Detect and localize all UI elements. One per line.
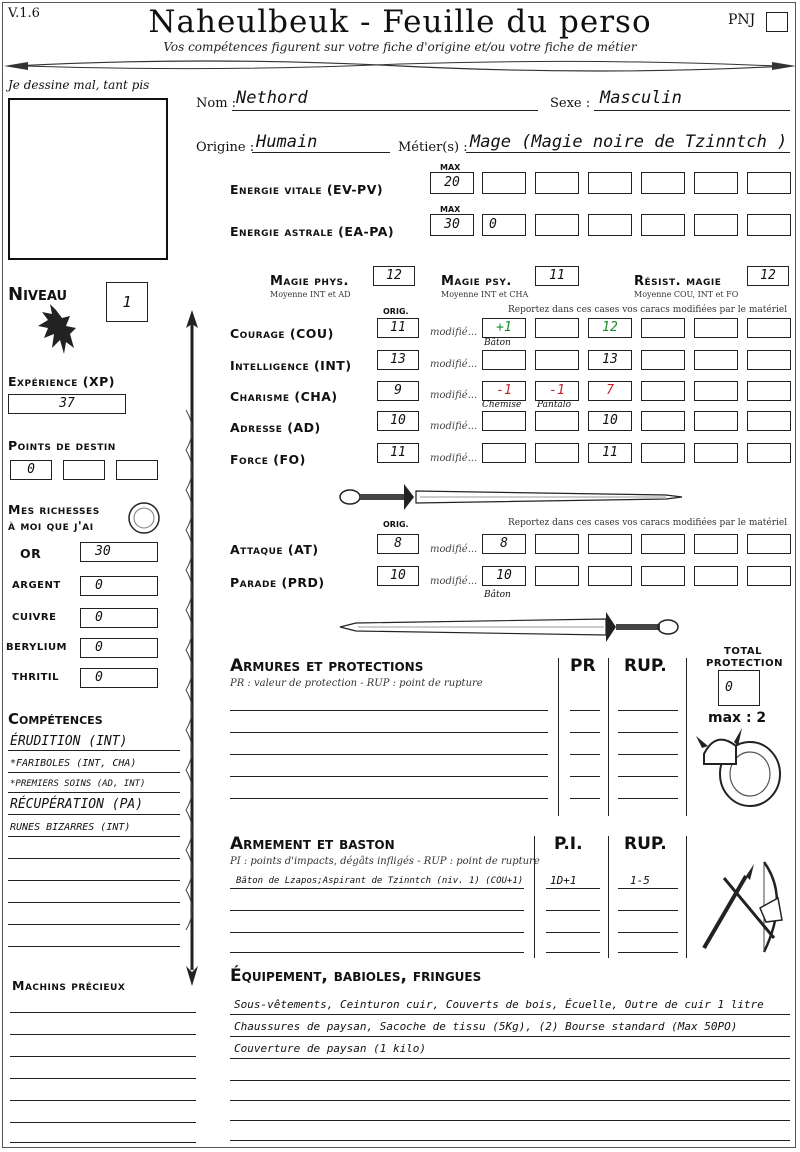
force-box-6[interactable] <box>747 443 791 463</box>
armour-line-1 <box>230 710 548 711</box>
pr-header: PR <box>570 656 596 676</box>
courage-box-6[interactable] <box>747 318 791 338</box>
nom-line <box>232 110 538 111</box>
equipment-line-7 <box>230 1140 790 1141</box>
charisme-box-4[interactable] <box>641 381 685 401</box>
attaque-box-2[interactable] <box>535 534 579 554</box>
sheet-subtitle: Vos compétences figurent sur votre fiche d'origine et/ou votre fiche de métier <box>163 40 637 54</box>
armour-rup-line-5 <box>618 798 678 799</box>
stats-report-note: Reportez dans ces cases vos caracs modifiées par le matériel <box>508 305 788 315</box>
pnj-checkbox[interactable] <box>766 12 788 32</box>
berylium-label: BERYLIUM <box>6 642 68 653</box>
attaque-modif-label: modifié... <box>430 544 478 555</box>
armour-pr-line-1 <box>570 710 600 711</box>
helmet-shield-icon <box>694 724 790 812</box>
sword-ornament-bottom <box>336 608 686 644</box>
parade-box-2[interactable] <box>535 566 579 586</box>
destin-box-3[interactable] <box>116 460 158 480</box>
sword-ornament-top <box>336 480 686 514</box>
armour-pr-line-2 <box>570 732 600 733</box>
weapon-pi-line-3 <box>546 932 600 933</box>
treasure-line-4 <box>10 1078 196 1079</box>
parade-box-3[interactable] <box>588 566 632 586</box>
armures-title: Armures et protections <box>230 656 424 676</box>
armour-divider-1 <box>558 658 559 816</box>
thritil-label: THRITIL <box>12 672 60 683</box>
armour-pr-line-3 <box>570 754 600 755</box>
magie-psy-box[interactable]: 11 <box>535 266 579 286</box>
adresse-box-1[interactable] <box>482 411 526 431</box>
version-label: V.1.6 <box>8 6 40 21</box>
force-box-5[interactable] <box>694 443 738 463</box>
parade-mod-box[interactable]: 10 <box>482 566 526 586</box>
adresse-label: Adresse (AD) <box>230 420 321 435</box>
magie-psy-label: Magie psy. <box>441 274 512 289</box>
armour-line-4 <box>230 776 548 777</box>
skill-line-2 <box>8 772 180 773</box>
intelligence-final-box[interactable]: 13 <box>588 350 632 370</box>
weapon-line-2 <box>230 910 524 911</box>
ea-box-4[interactable] <box>641 214 685 236</box>
magie-phys-label: Magie phys. <box>270 274 349 289</box>
skill-3[interactable]: *PREMIERS SOINS (AD, INT) <box>10 779 146 789</box>
skill-1[interactable]: ÉRUDITION (INT) <box>10 734 128 749</box>
charisme-label: Charisme (CHA) <box>230 389 338 404</box>
charisme-box-6[interactable] <box>747 381 791 401</box>
equipment-line-2-text[interactable]: Chaussures de paysan, Sacoche de tissu (5Kg), (2) Bourse standard (Max 50PO) <box>234 1020 738 1033</box>
adresse-box-6[interactable] <box>747 411 791 431</box>
richesses-label-1: Mes richesses <box>8 502 100 517</box>
weapon-rup-line-3 <box>618 932 678 933</box>
weapons-divider-2 <box>608 836 609 958</box>
force-orig-box[interactable]: 11 <box>377 443 419 463</box>
ev-box-3[interactable] <box>588 172 632 194</box>
weapons-divider-1 <box>534 836 535 958</box>
armour-rup-line-1 <box>618 710 678 711</box>
ea-label: Energie astrale (EA-PA) <box>230 224 395 239</box>
ev-box-2[interactable] <box>535 172 579 194</box>
equipment-line-1 <box>230 1014 790 1015</box>
combat-report-note: Reportez dans ces cases vos caracs modifiées par le matériel <box>508 518 788 528</box>
weapons-icon <box>694 858 790 958</box>
armour-rup-line-4 <box>618 776 678 777</box>
nom-label: Nom : <box>196 96 237 111</box>
equipment-line-2 <box>230 1036 790 1037</box>
courage-orig-box[interactable]: 11 <box>377 318 419 338</box>
combat-orig-label: ORIG. <box>383 520 409 529</box>
attaque-mod-box[interactable]: 8 <box>482 534 526 554</box>
equipment-line-1-text[interactable]: Sous-vêtements, Ceinturon cuir, Couverts de bois, Écuelle, Outre de cuir 1 litre <box>234 998 764 1011</box>
weapon-rup-line-4 <box>618 952 678 953</box>
treasure-line-7 <box>10 1142 196 1143</box>
skill-line-9 <box>8 924 180 925</box>
weapon-rup-line-2 <box>618 910 678 911</box>
total-label-2: PROTECTION <box>706 658 783 669</box>
cuivre-label: CUIVRE <box>12 612 57 623</box>
equipment-line-5 <box>230 1100 790 1101</box>
coin-icon <box>126 500 162 536</box>
weapon-line-4 <box>230 952 524 953</box>
force-box-2[interactable] <box>535 443 579 463</box>
equipment-line-3-text[interactable]: Couverture de paysan (1 kilo) <box>234 1042 427 1055</box>
thritil-box[interactable]: 0 <box>80 668 158 688</box>
skill-line-7 <box>8 880 180 881</box>
armour-rup-header: RUP. <box>624 656 667 676</box>
ev-box-1[interactable] <box>482 172 526 194</box>
courage-mod-box-2[interactable] <box>535 318 579 338</box>
intelligence-box-6[interactable] <box>747 350 791 370</box>
ea-current-box[interactable]: 0 <box>482 214 526 236</box>
force-label: Force (FO) <box>230 452 306 467</box>
skill-line-8 <box>8 902 180 903</box>
ea-max-box[interactable]: 30 <box>430 214 474 236</box>
total-max-label: max : 2 <box>708 710 767 726</box>
orig-label: ORIG. <box>383 307 409 316</box>
parade-box-4[interactable] <box>641 566 685 586</box>
attaque-box-3[interactable] <box>588 534 632 554</box>
ea-max-label: MAX <box>440 205 461 214</box>
equipment-line-6 <box>230 1120 790 1121</box>
skill-line-3 <box>8 792 180 793</box>
charisme-mod-box-1[interactable]: -1 <box>482 381 526 401</box>
ev-box-6[interactable] <box>747 172 791 194</box>
metier-value[interactable]: Mage (Magie noire de Tzinntch ) <box>470 132 788 152</box>
charisme-mod-box-2[interactable]: -1 <box>535 381 579 401</box>
parade-label: Parade (PRD) <box>230 575 325 590</box>
attaque-box-5[interactable] <box>694 534 738 554</box>
ev-max-box[interactable]: 20 <box>430 172 474 194</box>
argent-box[interactable]: 0 <box>80 576 158 596</box>
adresse-box-2[interactable] <box>535 411 579 431</box>
armour-rup-line-2 <box>618 732 678 733</box>
treasure-line-5 <box>10 1100 196 1101</box>
metier-line <box>466 152 790 153</box>
adresse-final-box[interactable]: 10 <box>588 411 632 431</box>
parade-box-6[interactable] <box>747 566 791 586</box>
ev-box-4[interactable] <box>641 172 685 194</box>
pi-header: P.I. <box>554 834 583 854</box>
competences-title: Compétences <box>8 710 103 728</box>
niveau-box[interactable]: 1 <box>106 282 148 322</box>
intelligence-box-4[interactable] <box>641 350 685 370</box>
resist-magie-note: Moyenne COU, INT et FO <box>634 290 739 299</box>
magie-phys-note: Moyenne INT et AD <box>270 290 351 299</box>
force-box-4[interactable] <box>641 443 685 463</box>
ornament-divider <box>4 54 796 76</box>
portrait-box[interactable] <box>8 98 168 260</box>
portrait-caption: Je dessine mal, tant pis <box>8 78 150 92</box>
adresse-box-5[interactable] <box>694 411 738 431</box>
spear-ornament <box>182 310 202 986</box>
parade-mod-source: Bâton <box>484 590 511 600</box>
charisme-box-5[interactable] <box>694 381 738 401</box>
armour-line-5 <box>230 798 548 799</box>
skill-line-6 <box>8 858 180 859</box>
sexe-value[interactable]: Masculin <box>600 88 682 108</box>
equipement-title: Équipement, babioles, fringues <box>230 966 482 986</box>
adresse-box-4[interactable] <box>641 411 685 431</box>
skill-2[interactable]: *FARIBOLES (INT, CHA) <box>10 758 137 769</box>
charisme-modif-label: modifié... <box>430 390 478 401</box>
ea-box-2[interactable] <box>535 214 579 236</box>
weapons-rup-header: RUP. <box>624 834 667 854</box>
ev-label: Energie vitale (EV-PV) <box>230 182 384 197</box>
metier-label: Métier(s) : <box>398 140 468 155</box>
equipment-line-4 <box>230 1080 790 1081</box>
courage-box-5[interactable] <box>694 318 738 338</box>
armour-pr-line-5 <box>570 798 600 799</box>
ev-box-5[interactable] <box>694 172 738 194</box>
parade-orig-box[interactable]: 10 <box>377 566 419 586</box>
weapon-1-rup[interactable]: 1-5 <box>630 874 650 887</box>
weapon-pi-line-2 <box>546 910 600 911</box>
weapon-rup-line-1 <box>618 888 678 889</box>
courage-mod-source: Bâton <box>484 338 511 348</box>
total-label-1: TOTAL <box>724 646 762 657</box>
destin-label: Points de destin <box>8 438 116 453</box>
skill-line-1 <box>8 750 180 751</box>
armement-title: Armement et baston <box>230 834 395 854</box>
courage-modif-label: modifié... <box>430 327 478 338</box>
magie-psy-note: Moyenne INT et CHA <box>441 290 529 299</box>
weapon-1-pi[interactable]: 1D+1 <box>550 874 577 887</box>
argent-label: ARGENT <box>12 580 61 591</box>
courage-box-4[interactable] <box>641 318 685 338</box>
attaque-box-6[interactable] <box>747 534 791 554</box>
armour-divider-2 <box>608 658 609 816</box>
weapon-1-name[interactable]: Bâton de Lzapos;Aspirant de Tzinntch (niv. 1) (COU+1) <box>236 876 524 886</box>
armour-line-2 <box>230 732 548 733</box>
charisme-mod-source-2: Pantalo <box>537 400 572 410</box>
skill-line-10 <box>8 946 180 947</box>
origine-value[interactable]: Humain <box>256 132 318 152</box>
intelligence-orig-box[interactable]: 13 <box>377 350 419 370</box>
skill-5[interactable]: RUNES BIZARRES (INT) <box>10 822 131 833</box>
nom-value[interactable]: Nethord <box>236 88 308 108</box>
destin-box-2[interactable] <box>63 460 105 480</box>
attaque-label: Attaque (AT) <box>230 542 319 557</box>
xp-label: Expérience (XP) <box>8 374 116 389</box>
skill-line-4 <box>8 814 180 815</box>
parade-modif-label: modifié... <box>430 576 478 587</box>
courage-final-box[interactable]: 12 <box>588 318 632 338</box>
parade-box-5[interactable] <box>694 566 738 586</box>
armures-note: PR : valeur de protection - RUP : point de rupture <box>230 678 483 689</box>
resist-magie-label: Résist. magie <box>634 274 722 289</box>
force-box-1[interactable] <box>482 443 526 463</box>
courage-label: Courage (COU) <box>230 326 334 341</box>
adresse-modif-label: modifié... <box>430 421 478 432</box>
armement-note: PI : points d'impacts, dégâts infligés - RUP : point de rupture <box>230 856 540 867</box>
intelligence-box-2[interactable] <box>535 350 579 370</box>
xp-box[interactable]: 37 <box>8 394 126 414</box>
force-modif-label: modifié... <box>430 453 478 464</box>
ea-box-3[interactable] <box>588 214 632 236</box>
treasure-line-3 <box>10 1056 196 1057</box>
origine-label: Origine : <box>196 140 255 155</box>
total-protection-box[interactable]: 0 <box>718 670 760 706</box>
origine-line <box>252 152 390 153</box>
sexe-line <box>594 110 790 111</box>
intelligence-modif-label: modifié... <box>430 359 478 370</box>
ev-max-label: MAX <box>440 163 461 172</box>
ea-box-5[interactable] <box>694 214 738 236</box>
machins-title: Machins précieux <box>12 978 126 993</box>
intelligence-box-1[interactable] <box>482 350 526 370</box>
dragon-icon <box>34 304 78 362</box>
armour-line-3 <box>230 754 548 755</box>
pnj-label: PNJ <box>728 12 756 28</box>
or-label: OR <box>20 546 42 561</box>
weapon-pi-line-1 <box>546 888 600 889</box>
armour-divider-3 <box>686 658 687 816</box>
niveau-label: Niveau <box>8 284 68 305</box>
weapon-line-1 <box>230 888 524 889</box>
skill-line-5 <box>8 836 180 837</box>
armour-rup-line-3 <box>618 754 678 755</box>
treasure-line-1 <box>10 1012 196 1013</box>
destin-box-1[interactable]: 0 <box>10 460 52 480</box>
intelligence-box-5[interactable] <box>694 350 738 370</box>
charisme-mod-source-1: Chemise <box>482 400 522 410</box>
cuivre-box[interactable]: 0 <box>80 608 158 628</box>
equipment-line-3 <box>230 1058 790 1059</box>
charisme-final-box[interactable]: 7 <box>588 381 632 401</box>
magie-phys-box[interactable]: 12 <box>373 266 415 286</box>
or-box[interactable]: 30 <box>80 542 158 562</box>
charisme-orig-box[interactable]: 9 <box>377 381 419 401</box>
weapon-pi-line-4 <box>546 952 600 953</box>
treasure-line-2 <box>10 1034 196 1035</box>
courage-mod-box-1[interactable]: +1 <box>482 318 526 338</box>
weapon-line-3 <box>230 932 524 933</box>
treasure-line-6 <box>10 1122 196 1123</box>
force-final-box[interactable]: 11 <box>588 443 632 463</box>
weapons-divider-3 <box>686 836 687 958</box>
sheet-title: Naheulbeuk - Feuille du perso <box>148 4 652 40</box>
intelligence-label: Intelligence (INT) <box>230 358 352 373</box>
resist-magie-box[interactable]: 12 <box>747 266 789 286</box>
ea-box-6[interactable] <box>747 214 791 236</box>
skill-4[interactable]: RÉCUPÉRATION (PA) <box>10 797 144 812</box>
attaque-box-4[interactable] <box>641 534 685 554</box>
armour-pr-line-4 <box>570 776 600 777</box>
attaque-orig-box[interactable]: 8 <box>377 534 419 554</box>
berylium-box[interactable]: 0 <box>80 638 158 658</box>
sexe-label: Sexe : <box>550 96 591 111</box>
richesses-label-2: à moi que j'ai <box>8 518 94 533</box>
adresse-orig-box[interactable]: 10 <box>377 411 419 431</box>
